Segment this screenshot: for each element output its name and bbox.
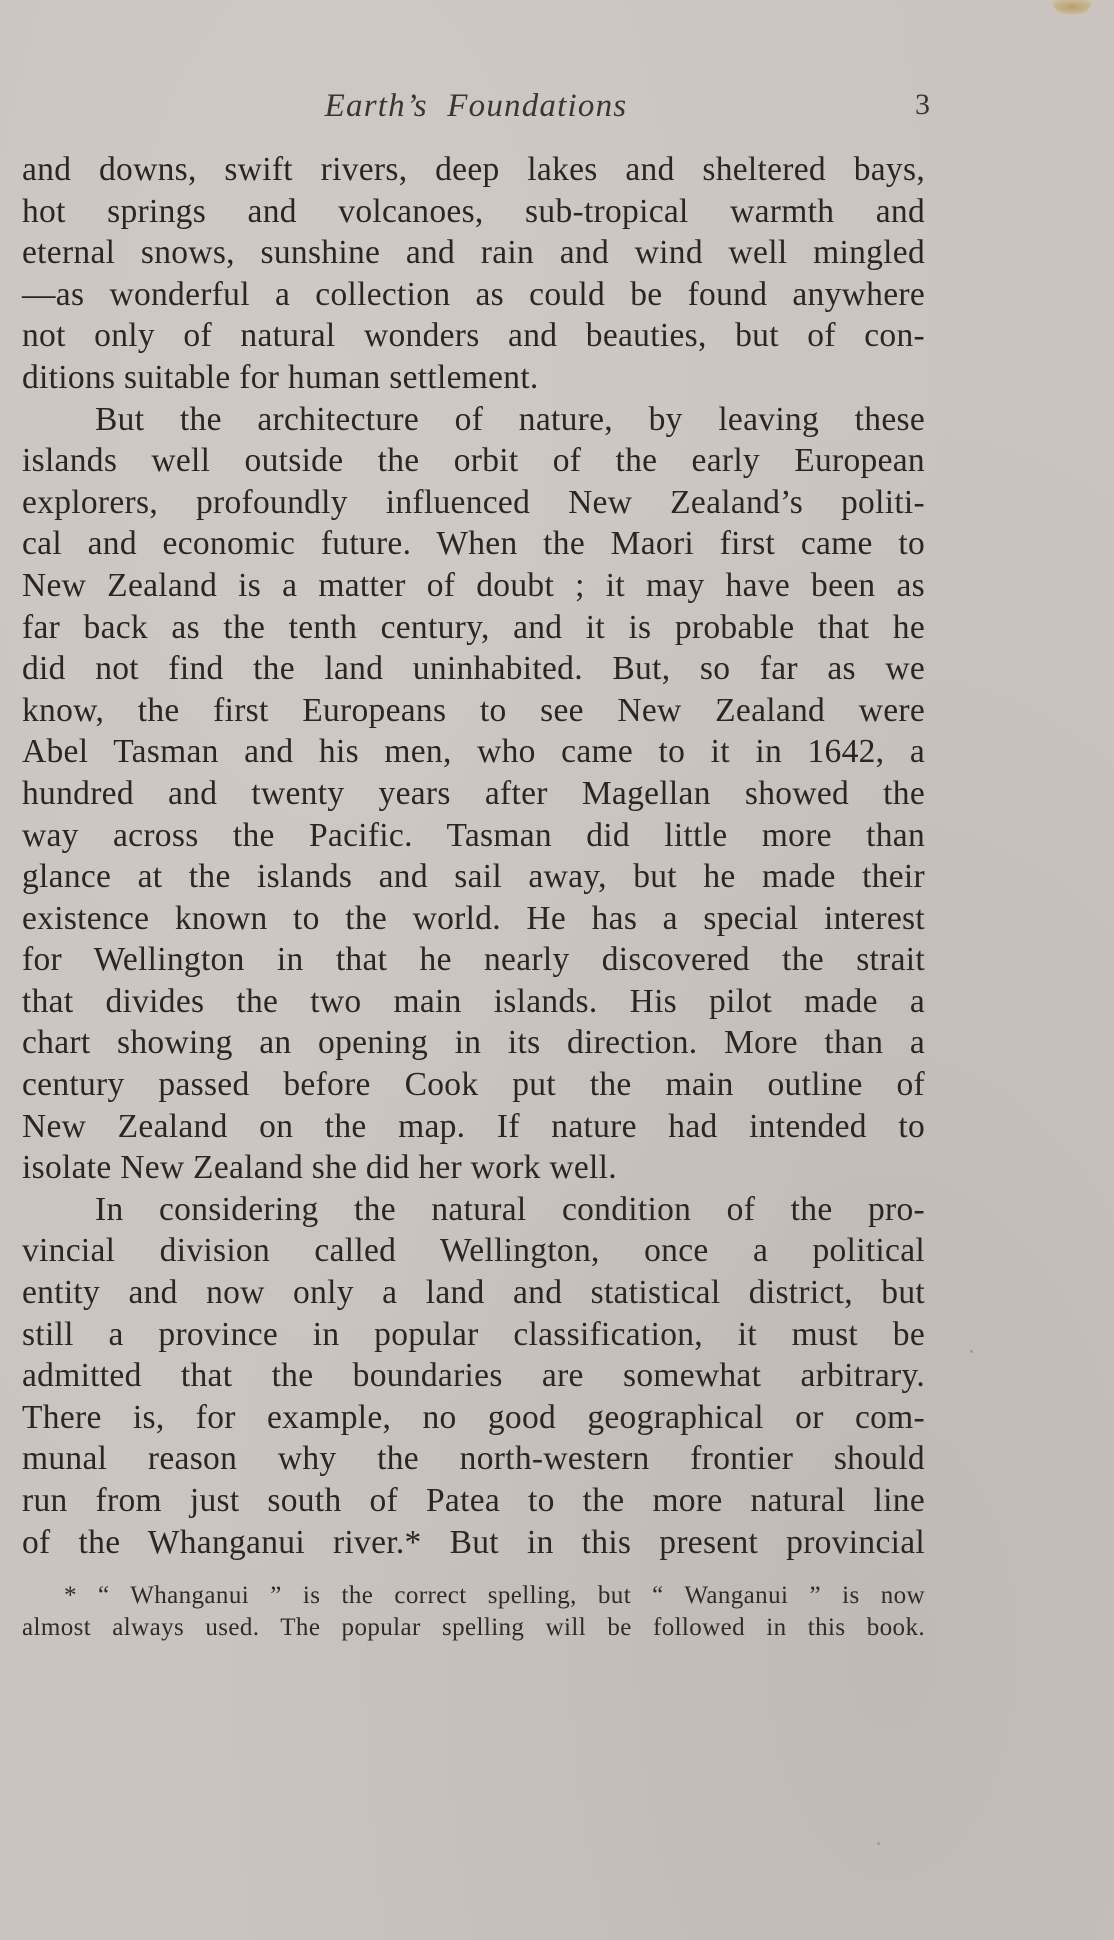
text-line: islands well outside the orbit of the early European: [22, 442, 925, 480]
page-number: 3: [915, 88, 930, 121]
text-line: century passed before Cook put the main outline of: [22, 1066, 925, 1104]
text-line: eternal snows, sunshine and rain and wind well mingled: [22, 234, 925, 272]
text-line: run from just south of Patea to the more natural line: [22, 1482, 925, 1519]
text-line: munal reason why the north-western frontier should: [22, 1440, 925, 1478]
text-line: There is, for example, no good geographical or com-: [22, 1398, 925, 1436]
text-line: hundred and twenty years after Magellan showed the: [22, 774, 925, 812]
paragraph-start-line: In considering the natural condition of the pro-: [95, 1190, 925, 1228]
text-line: existence known to the world. He has a special interest: [22, 899, 925, 937]
text-line: vincial division called Wellington, once a political: [22, 1232, 925, 1270]
footnote-line: almost always used. The popular spelling will be followed in this book.: [22, 1614, 925, 1641]
text-line: chart showing an opening in its direction. More than a: [22, 1024, 925, 1062]
paper-speck: [877, 1842, 880, 1845]
footnote-line: * “ Whanganui ” is the correct spelling, but “ Wanganui ” is now: [64, 1582, 925, 1609]
text-line: hot springs and volcanoes, sub-tropical warmth and: [22, 192, 925, 230]
text-line: admitted that the boundaries are somewhat arbitrary.: [22, 1357, 925, 1395]
text-line: entity and now only a land and statistical district, but: [22, 1274, 925, 1312]
text-line: —as wonderful a collection as could be found anywhere: [22, 275, 925, 313]
text-line: and downs, swift rivers, deep lakes and sheltered bays,: [22, 151, 925, 188]
running-head: [22, 88, 930, 132]
text-line: way across the Pacific. Tasman did little more than: [22, 816, 925, 854]
text-line: New Zealand is a matter of doubt ; it may have been as: [22, 566, 925, 604]
running-title: Earth’s Foundations: [324, 88, 628, 124]
page-corner-stain: [1052, 0, 1092, 14]
text-line: for Wellington in that he nearly discovered the strait: [22, 941, 925, 979]
paragraph-start-line: But the architecture of nature, by leaving these: [95, 400, 925, 438]
text-line: know, the first Europeans to see New Zealand were: [22, 691, 925, 729]
text-line: isolate New Zealand she did her work well.: [22, 1149, 617, 1187]
text-line: that divides the two main islands. His pilot made a: [22, 982, 925, 1020]
text-line: far back as the tenth century, and it is probable that he: [22, 608, 925, 646]
text-line: explorers, profoundly influenced New Zealand’s politi-: [22, 483, 925, 521]
paper-speck: [970, 1350, 973, 1353]
text-line: not only of natural wonders and beauties, but of con-: [22, 317, 925, 355]
text-line: of the Whanganui river.* But in this present provincial: [22, 1523, 925, 1561]
footnote: [22, 1580, 925, 1644]
text-line: glance at the islands and sail away, but he made their: [22, 858, 925, 896]
text-line: cal and economic future. When the Maori first came to: [22, 525, 925, 563]
text-line: ditions suitable for human settlement.: [22, 358, 539, 396]
text-line: still a province in popular classification, it must be: [22, 1315, 925, 1353]
text-line: Abel Tasman and his men, who came to it in 1642, a: [22, 733, 925, 771]
text-line: did not find the land uninhabited. But, so far as we: [22, 650, 925, 688]
text-line: New Zealand on the map. If nature had intended to: [22, 1107, 925, 1145]
body-text: [22, 149, 925, 1563]
